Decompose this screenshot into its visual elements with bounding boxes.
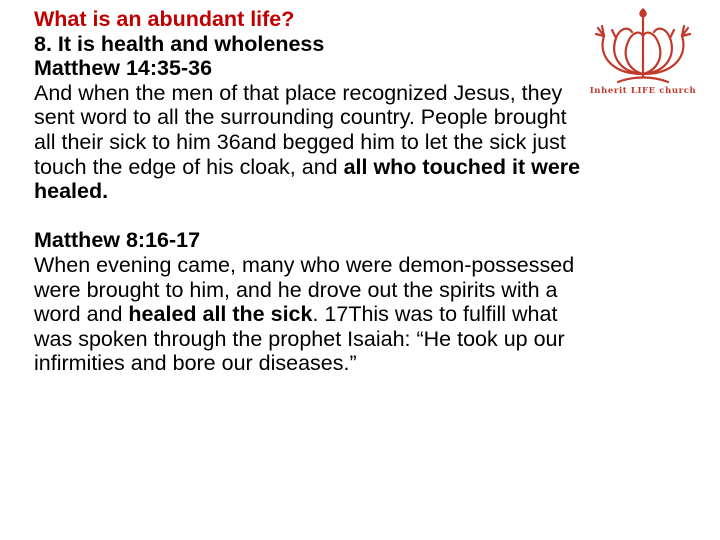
passage2-line (34, 302, 694, 327)
passage2-line3-bold: healed all the sick (128, 302, 313, 327)
slide-subheading: 8. It is health and wholeness (34, 31, 325, 56)
passage2-line: infirmities and bore our diseases.” (34, 351, 357, 376)
slide-text (34, 7, 694, 376)
passage1-line: And when the men of that place recognized Jesus, they (34, 80, 563, 105)
passage1-line5-bold: healed. (34, 179, 109, 204)
passage1-reference: Matthew 14:35-36 (34, 56, 213, 81)
passage2-line3-plain-a: word and (34, 302, 129, 327)
passage1-line: sent word to all the surrounding country. People brought (34, 105, 567, 130)
passage1-line4-plain: touch the edge of his cloak, and (34, 154, 344, 179)
passage1-line4-bold: all who touched it were (343, 154, 581, 179)
passage1-line: all their sick to him 36and begged him to let the sick just (34, 129, 566, 154)
passage2-line3-plain-b: . 17This was to fulfill what (312, 302, 558, 327)
slide-heading: What is an abundant life? (34, 7, 295, 31)
church-name-text: Inherit LIFE church (589, 86, 697, 96)
passage2-line: were brought to him, and he drove out the spirits with a (34, 277, 558, 302)
passage2-line: When evening came, many who were demon-possessed (34, 252, 575, 277)
passage2-line: was spoken through the prophet Isaiah: “He took up our (34, 326, 565, 351)
paragraph-gap (34, 204, 694, 229)
passage2-reference: Matthew 8:16-17 (34, 228, 201, 253)
passage1-line (34, 155, 694, 180)
